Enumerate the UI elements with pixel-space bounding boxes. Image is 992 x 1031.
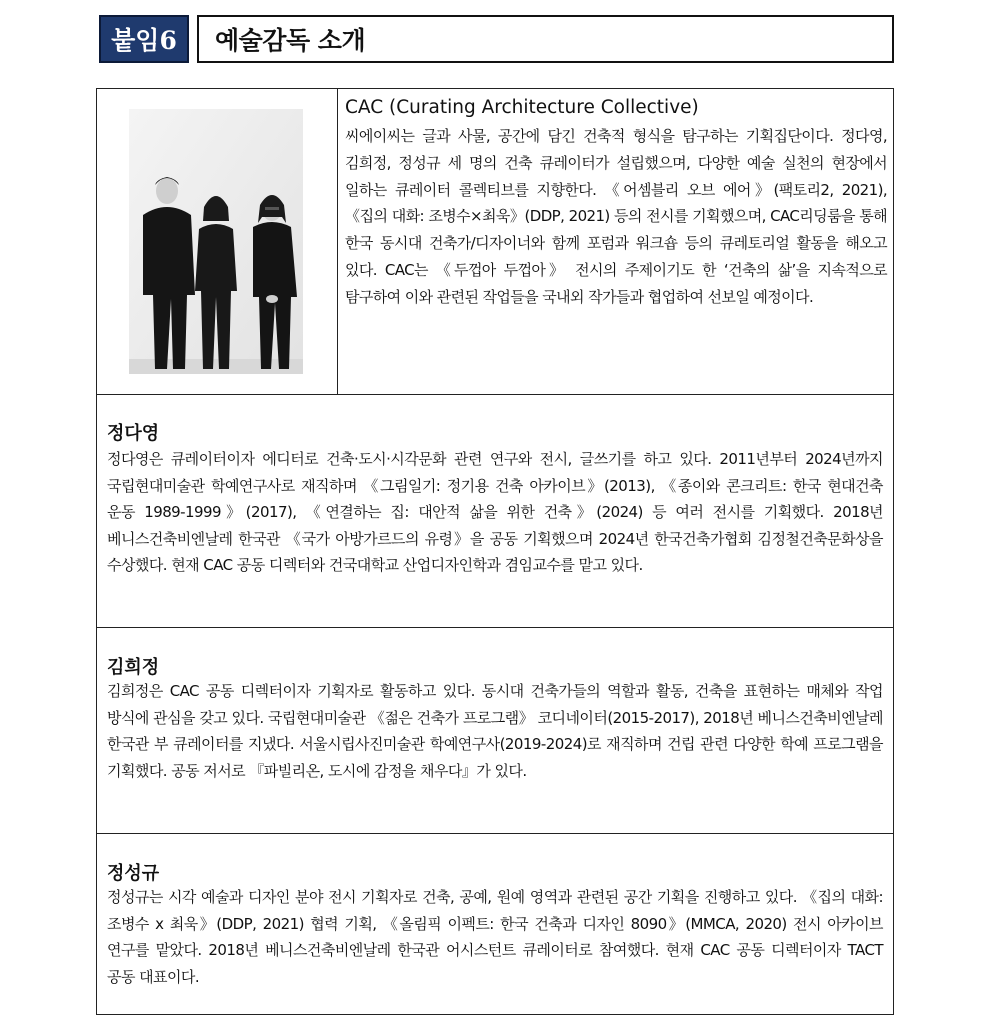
group-photo (129, 109, 303, 374)
person-bio: 김희정은 CAC 공동 디렉터이자 기획자로 활동하고 있다. 동시대 건축가들의 역할과 활동, 건축을 표현하는 매체와 작업 방식에 관심을 갖고 있다. 국립현대미술관 《젊은 건축가 프로그램》 코디네이터(2015-2017), 2018년 베니스건축비엔날레 한국관 부 큐레이터를 지냈다. 서울시립사진미술관 학예연구사(2019-2024)로 재직하며 건립 관련 다양한 학예 프로그램을 기획했다. 공동 저서로 『파빌리온, 도시에 감정을 채우다』가 있다. (107, 682, 883, 780)
intro-table (96, 88, 894, 1015)
appendix-badge-label: 붙임6 (111, 26, 177, 55)
row-divider (97, 833, 893, 834)
collective-name: CAC (Curating Architecture Collective) (345, 97, 699, 118)
row-divider (97, 394, 893, 395)
person-bio: 정다영은 큐레이터이자 에디터로 건축·도시·시각문화 관련 연구와 전시, 글쓰기를 하고 있다. 2011년부터 2024년까지 국립현대미술관 학예연구사로 재직하며 《그림일기: 정기용 건축 아카이브》(2013), 《종이와 콘크리트: 한국 현대건축 운동 1989-1999》(2017), 《연결하는 집: 대안적 삶을 위한 건축》(2024) 등 여러 전시를 기획했다. 2018년 베니스건축비엔날레 한국관 《국가 아방가르드의 유령》을 공동 기획했으며 2024년 한국건축가협회 김정철건축문화상을 수상했다. 현재 CAC 공동 디렉터와 건국대학교 산업디자인학과 겸임교수를 맡고 있다. (107, 450, 883, 575)
collective-description: 씨에이씨는 글과 사물, 공간에 담긴 건축적 형식을 탐구하는 기획집단이다. 정다영, 김희정, 정성규 세 명의 건축 큐레이터가 설립했으며, 다양한 예술 실천의 현장에서 일하는 큐레이터 콜렉티브를 지향한다. 《어셈블리 오브 에어》(팩토리2, 2021), 《집의 대화: 조병수×최욱》(DDP, 2021) 등의 전시를 기획했으며, CAC리딩룸을 통해 한국 동시대 건축가/디자이너와 함께 포럼과 워크숍 등의 큐레토리얼 활동을 해오고 있다. CAC는 《두껍아 두껍아》 전시의 주제이기도 한 ‘건축의 삶’을 지속적으로 탐구하여 이와 관련된 작업들을 국내외 작가들과 협업하여 선보일 예정이다. (345, 127, 887, 306)
photo-column-divider (337, 89, 338, 394)
page-title-box (197, 15, 894, 63)
row-divider (97, 627, 893, 628)
page-title: 예술감독 소개 (215, 26, 366, 55)
group-photo-image (129, 109, 303, 374)
person-name: 김희정 (107, 657, 160, 678)
person-bio: 정성규는 시각 예술과 디자인 분야 전시 기획자로 건축, 공예, 원예 영역과 관련된 공간 기획을 진행하고 있다. 《집의 대화: 조병수 x 최욱》(DDP, 2021) 협력 기획, 《올림픽 이펙트: 한국 건축과 디자인 8090》(MMCA, 2020) 전시 아카이브 연구를 맡았다. 2018년 베니스건축비엔날레 한국관 어시스턴트 큐레이터로 참여했다. 현재 CAC 공동 디렉터이자 TACT 공동 대표이다. (107, 888, 883, 986)
person-name: 정성규 (107, 863, 160, 884)
appendix-badge (99, 15, 189, 63)
person-name: 정다영 (107, 423, 160, 444)
